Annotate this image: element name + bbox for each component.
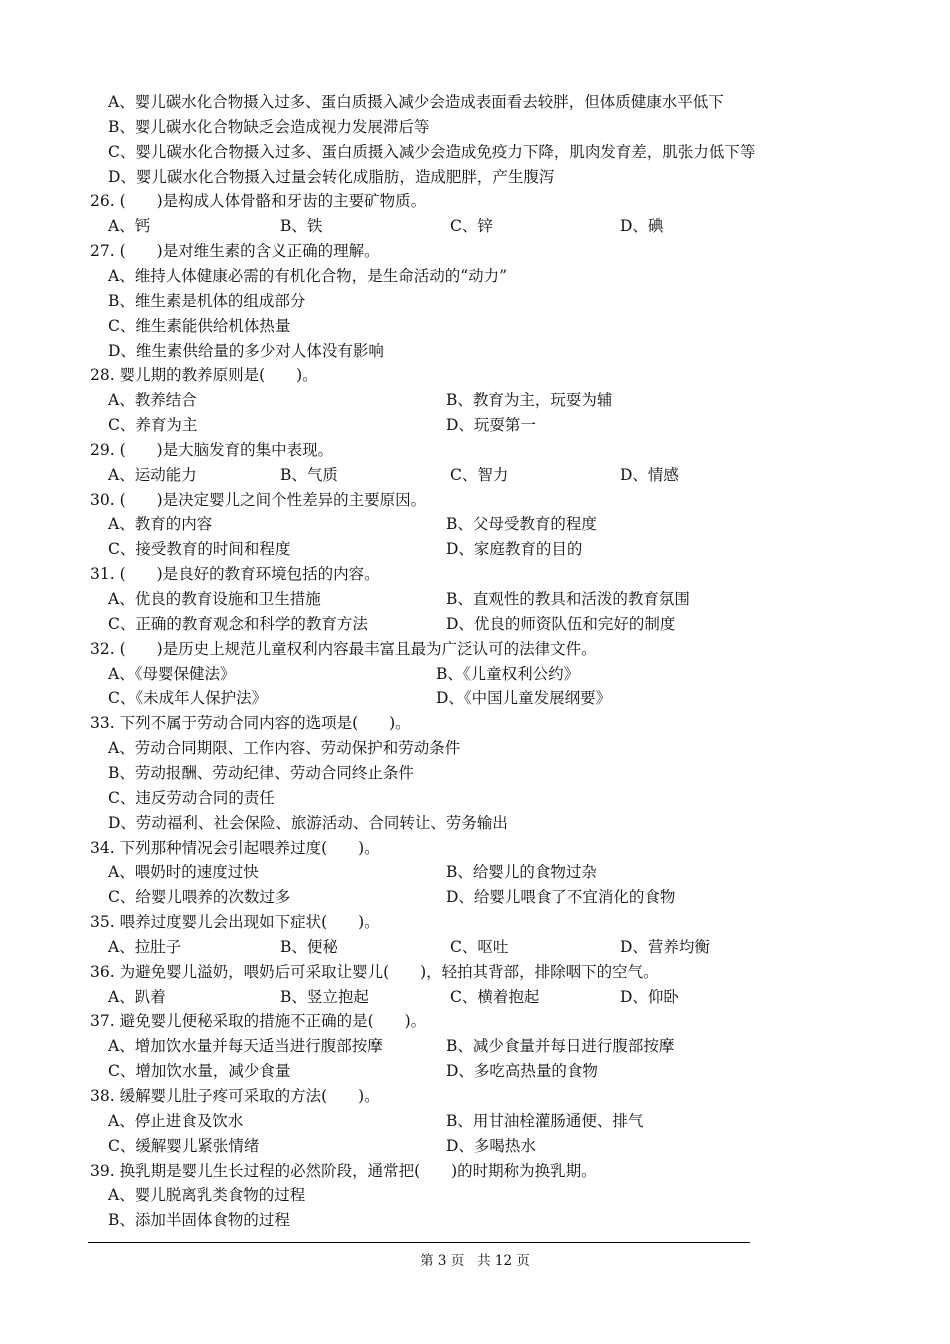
answer-option: D、碘	[620, 217, 664, 236]
answer-option: D、劳动福利、社会保险、旅游活动、合同转让、劳务输出	[108, 813, 508, 832]
page-footer	[0, 1249, 950, 1269]
answer-option: A、教育的内容	[108, 515, 213, 534]
question-stem	[0, 836, 950, 861]
answer-option: C、横着抱起	[450, 987, 540, 1006]
answer-option-row	[0, 1208, 950, 1233]
answer-option: B、维生素是机体的组成部分	[108, 291, 306, 310]
answer-option-row	[0, 1183, 950, 1208]
answer-option: B、竖立抱起	[280, 987, 369, 1006]
question-text: 28. 婴儿期的教养原则是( )。	[90, 366, 318, 385]
answer-options-row	[0, 1109, 950, 1134]
answer-option: A、《母婴保健法》	[108, 664, 236, 683]
answer-options-row	[0, 985, 950, 1010]
answer-option-row	[0, 314, 950, 339]
answer-option: C、呕吐	[450, 937, 509, 956]
answer-option: C、锌	[450, 217, 493, 236]
answer-option: B、《儿童权利公约》	[436, 664, 580, 683]
answer-option: A、劳动合同期限、工作内容、劳动保护和劳动条件	[108, 739, 461, 758]
answer-options-row	[0, 1059, 950, 1084]
question-stem	[0, 910, 950, 935]
question-text: 31. ( )是良好的教育环境包括的内容。	[90, 565, 380, 584]
answer-option: A、优良的教育设施和卫生措施	[108, 590, 321, 608]
answer-option-row	[0, 165, 950, 190]
answer-option: D、玩耍第一	[446, 416, 536, 435]
answer-option: A、拉肚子	[108, 937, 182, 956]
answer-option-row	[0, 289, 950, 314]
page-total: 共 12 页	[477, 1253, 530, 1269]
footer-divider	[88, 1242, 750, 1243]
question-stem	[0, 438, 950, 463]
answer-option: C、违反劳动合同的责任	[108, 788, 275, 807]
answer-options-row	[0, 662, 950, 687]
answer-options-row	[0, 1134, 950, 1159]
answer-option: B、便秘	[280, 937, 338, 956]
answer-option: D、给婴儿喂食了不宜消化的食物	[446, 888, 676, 907]
answer-option: B、教育为主，玩耍为辅	[446, 391, 613, 410]
question-text: 36. 为避免婴儿溢奶，喂奶后可采取让婴儿( )，轻拍其背部，排除咽下的空气。	[90, 962, 659, 981]
question-stem	[0, 637, 950, 662]
answer-option-row	[0, 140, 950, 165]
answer-option: D、仰卧	[620, 987, 679, 1006]
answer-option: B、铁	[280, 217, 323, 236]
answer-options-row	[0, 214, 950, 239]
answer-option: A、维持人体健康必需的有机化合物，是生命活动的“动力”	[108, 266, 508, 285]
answer-option: D、维生素供给量的多少对人体没有影响	[108, 341, 384, 360]
answer-option: A、教养结合	[108, 391, 197, 410]
answer-option: D、营养均衡	[620, 937, 710, 956]
answer-option: A、钙	[108, 217, 151, 236]
answer-option: A、婴儿碳水化合物摄入过多、蛋白质摄入减少会造成表面看去较胖，但体质健康水平低下	[108, 93, 724, 111]
question-stem	[0, 1084, 950, 1109]
question-text: 37. 避免婴儿便秘采取的措施不正确的是( )。	[90, 1012, 427, 1031]
answer-option: D、优良的师资队伍和完好的制度	[446, 614, 676, 633]
question-text: 34. 下列那种情况会引起喂养过度( )。	[90, 838, 380, 857]
answer-option: D、婴儿碳水化合物摄入过量会转化成脂肪，造成肥胖，产生腹泻	[108, 167, 555, 186]
answer-option: A、停止进食及饮水	[108, 1111, 244, 1130]
page-number: 第 3 页	[420, 1253, 465, 1269]
answer-option: B、添加半固体食物的过程	[108, 1211, 290, 1230]
answer-option: D、多吃高热量的食物	[446, 1062, 598, 1081]
answer-option: B、给婴儿的食物过杂	[446, 863, 597, 882]
question-text: 29. ( )是大脑发育的集中表现。	[90, 440, 334, 459]
answer-option: C、正确的教育观念和科学的教育方法	[108, 614, 368, 633]
answer-option: C、给婴儿喂养的次数过多	[108, 888, 291, 907]
answer-option: C、智力	[450, 465, 509, 484]
answer-option-row	[0, 761, 950, 786]
answer-option-row	[0, 264, 950, 289]
answer-option: B、婴儿碳水化合物缺乏会造成视力发展滞后等	[108, 117, 430, 136]
answer-option: A、运动能力	[108, 465, 197, 484]
answer-option-row	[0, 339, 950, 364]
answer-option: C、《未成年人保护法》	[108, 689, 268, 708]
question-text: 33. 下列不属于劳动合同内容的选项是( )。	[90, 714, 411, 733]
answer-option: B、直观性的教具和活泼的教育氛围	[446, 590, 690, 608]
answer-options-row	[0, 1034, 950, 1059]
answer-option-row	[0, 736, 950, 761]
answer-options-row	[0, 512, 950, 537]
answer-option: C、婴儿碳水化合物摄入过多、蛋白质摄入减少会造成免疫力下降，肌肉发育差，肌张力低下等	[108, 142, 756, 161]
answer-option: B、用甘油栓灌肠通便、排气	[446, 1111, 644, 1130]
answer-option: B、减少食量并每日进行腹部按摩	[446, 1037, 675, 1056]
answer-option: D、情感	[620, 465, 679, 484]
answer-option: C、接受教育的时间和程度	[108, 540, 291, 559]
question-stem	[0, 239, 950, 264]
question-text: 38. 缓解婴儿肚子疼可采取的方法( )。	[90, 1087, 380, 1105]
answer-options-row	[0, 537, 950, 562]
answer-options-row	[0, 388, 950, 413]
question-stem	[0, 488, 950, 513]
question-stem	[0, 960, 950, 985]
question-stem	[0, 363, 950, 388]
answer-options-row	[0, 413, 950, 438]
answer-option: B、劳动报酬、劳动纪律、劳动合同终止条件	[108, 763, 414, 782]
answer-options-row	[0, 612, 950, 637]
answer-option: D、《中国儿童发展纲要》	[436, 689, 612, 708]
question-text: 27. ( )是对维生素的含义正确的理解。	[90, 242, 380, 261]
answer-options-row	[0, 860, 950, 885]
answer-option: B、父母受教育的程度	[446, 515, 597, 534]
answer-option: C、养育为主	[108, 416, 198, 435]
answer-options-row	[0, 885, 950, 910]
answer-option: D、多喝热水	[446, 1136, 536, 1155]
question-stem	[0, 1159, 950, 1184]
answer-option: C、增加饮水量，减少食量	[108, 1062, 291, 1081]
question-stem	[0, 562, 950, 587]
question-text: 35. 喂养过度婴儿会出现如下症状( )。	[90, 913, 380, 932]
answer-option: C、维生素能供给机体热量	[108, 316, 291, 335]
question-text: 30. ( )是决定婴儿之间个性差异的主要原因。	[90, 490, 427, 509]
question-stem	[0, 189, 950, 214]
answer-option-row	[0, 115, 950, 140]
answer-options-row	[0, 587, 950, 612]
question-stem	[0, 1009, 950, 1034]
answer-options-row	[0, 935, 950, 960]
answer-option-row	[0, 90, 950, 115]
question-text: 39. 换乳期是婴儿生长过程的必然阶段，通常把( )的时期称为换乳期。	[90, 1161, 597, 1180]
answer-option: B、气质	[280, 465, 338, 484]
question-text: 32. ( )是历史上规范儿童权利内容最丰富且最为广泛认可的法律文件。	[90, 639, 597, 658]
answer-options-row	[0, 463, 950, 488]
answer-option: A、喂奶时的速度过快	[108, 863, 259, 882]
answer-options-row	[0, 686, 950, 711]
question-text: 26. ( )是构成人体骨骼和牙齿的主要矿物质。	[90, 192, 427, 211]
answer-option: D、家庭教育的目的	[446, 540, 583, 559]
answer-option: A、婴儿脱离乳类食物的过程	[108, 1186, 306, 1205]
answer-option-row	[0, 811, 950, 836]
answer-option: A、增加饮水量并每天适当进行腹部按摩	[108, 1037, 383, 1056]
question-stem	[0, 711, 950, 736]
answer-option: A、趴着	[108, 987, 166, 1006]
answer-option-row	[0, 786, 950, 811]
answer-option: C、缓解婴儿紧张情绪	[108, 1136, 260, 1155]
